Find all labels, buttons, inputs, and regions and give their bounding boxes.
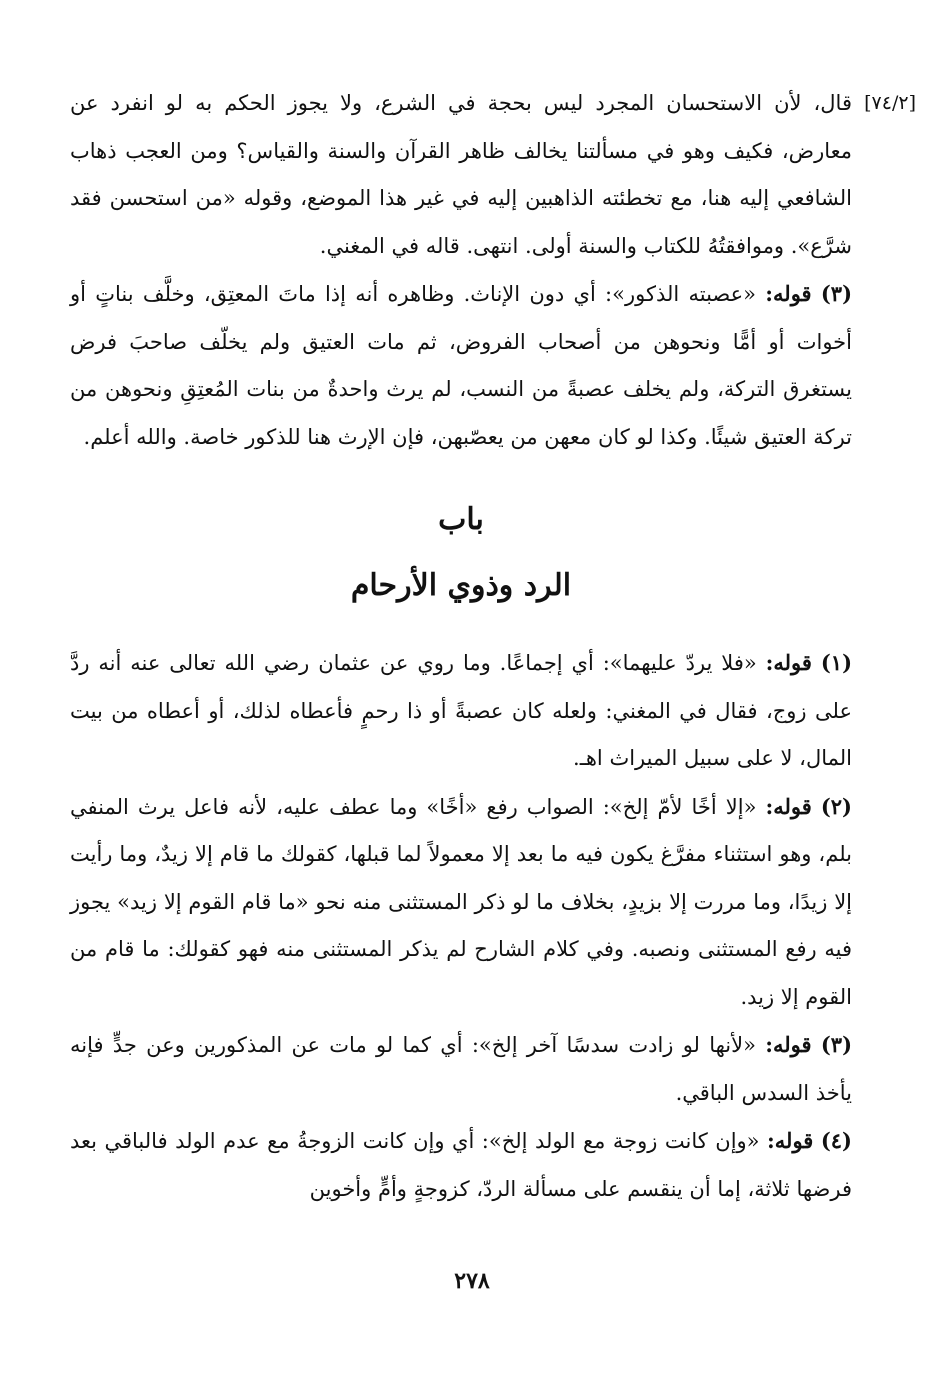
chapter-label: باب xyxy=(438,502,484,537)
footnote-4 xyxy=(70,1117,852,1213)
footnote-text: «إلا أخًا لأمّ إلخ»: الصواب رفع «أخًا» وما عطف عليه، لأنه فاعل يرث المنفي بلم، وهو استثناء مفرَّغ يكون فيه ما بعد إلا معمولاً لما قبلها، كقولك ما قام إلا زيدٌ، وما رأيت إلا زيدًا، وما مررت إلا بزيدٍ، بخلاف ما لو ذكر المستثنى منه نحو «ما قام القوم إلا زيد» يجوز فيه رفع المستثنى ونصبه. وفي كلام الشارح لم يذكر المستثنى منه فهو كقولك: ما قام من القوم إلا زيد. xyxy=(70,794,852,1009)
footnote-number: (١) xyxy=(820,650,853,675)
footnote-2 xyxy=(70,783,852,1022)
footnote-number: (٢) xyxy=(820,793,852,819)
paragraph-text: قال، لأن الاستحسان المجرد ليس بحجة في الشرع، ولا يجوز الحكم به لو انفرد عن معارض، فكيف وهو في مسألتنا يخالف ظاهر القرآن والسنة والقياس؟ ومن العجب ذهاب الشافعي إليه هنا، مع تخطئته الذاهبين إليه في غير هذا الموضع، وقوله «من استحسن فقد شرَّع». وموافقتُهُ للكتاب والسنة أولى. انتهى. قاله في المغني. xyxy=(70,91,852,258)
footnote-lead: قوله: xyxy=(765,281,812,306)
footnote-3-top xyxy=(70,270,852,461)
margin-marker: [٧٤/٢] xyxy=(864,92,916,114)
footnote-1 xyxy=(70,639,852,783)
footnote-number: (٣) xyxy=(820,281,852,306)
footnote-number: (٤) xyxy=(820,1128,852,1153)
page-number: ٢٧٨ xyxy=(454,1268,490,1294)
page-body xyxy=(70,80,916,1213)
footnote-text: «فلا يردّ عليهما»: أي إجماعًا. وما روي عن عثمان رضي الله تعالى عنه أنه ردَّ على زوج، فقال في المغني: ولعله كان عصبةً أو ذا رحمٍ فأعطاه لذلك، أو أعطاه من بيت المال، لا على سبيل الميراث اهـ. xyxy=(70,651,852,770)
footnote-text: «عصبته الذكور»: أي دون الإناث. وظاهره أنه إذا ماتَ المعتِق، وخلَّف بناتٍ أو أخوات أو أمًّا ونحوهن من أصحاب الفروض، ثم مات العتيق ولم يخلّف صاحبَ فرض يستغرق التركة، ولم يخلف عصبةً من النسب، لم يرث واحدةٌ من بنات المُعتِقِ ونحوهن من تركة العتيق شيئًا. وكذا لو كان معهن من يعصّبهن، فإن الإرث هنا للذكور خاصة. والله أعلم. xyxy=(70,282,852,449)
footnote-3 xyxy=(70,1021,852,1117)
chapter-title: الرد وذوي الأرحام xyxy=(350,568,572,603)
footnote-lead: قوله: xyxy=(765,650,812,675)
footnote-lead: قوله: xyxy=(765,793,812,819)
footnote-text: «وإن كانت زوجة مع الولد إلخ»: أي وإن كانت الزوجةُ مع عدم الولد فالباقي بعد فرضها ثلاثة، إما أن ينقسم على مسألة الردّ، كزوجةٍ وأمٍّ وأخوين xyxy=(70,1129,852,1201)
footnote-lead: قوله: xyxy=(767,1128,814,1153)
top-section xyxy=(70,80,916,270)
paragraph-continuation xyxy=(70,80,852,270)
footnote-lead: قوله: xyxy=(765,1032,812,1057)
footnote-text: «لأنها لو زادت سدسًا آخر إلخ»: أي كما لو مات عن المذكورين وعن جدٍّ فإنه يأخذ السدس الباقي. xyxy=(70,1033,852,1105)
footnote-number: (٣) xyxy=(820,1032,852,1057)
